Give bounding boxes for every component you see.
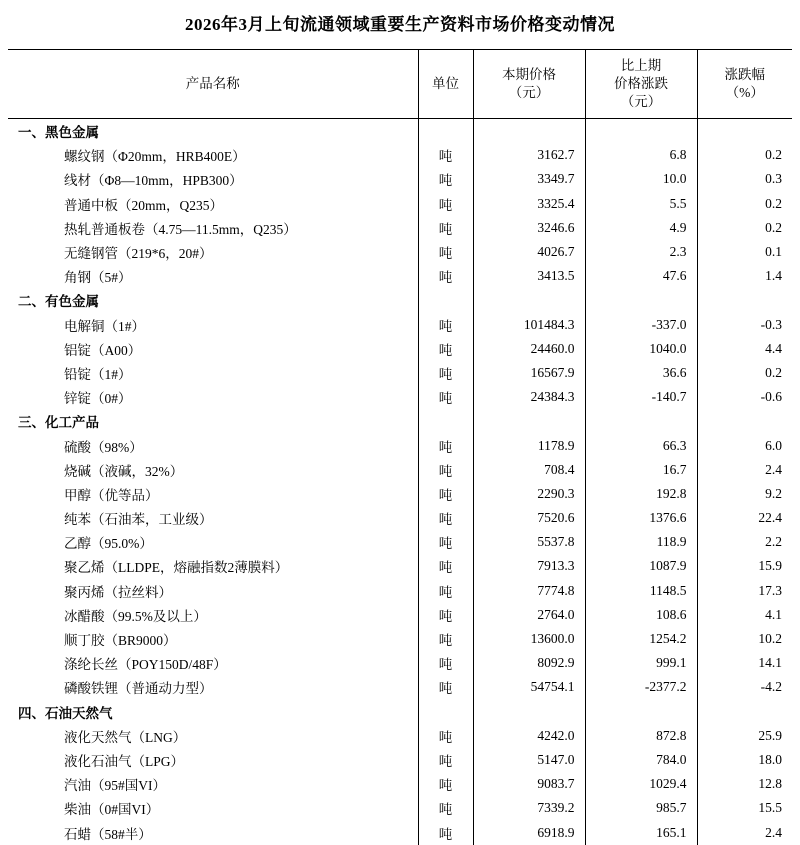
row-name-text: 线材（Φ8—10mm，HPB300）	[64, 173, 243, 189]
row-name-text: 四、石油天然气	[18, 705, 113, 721]
product-name	[8, 143, 418, 167]
row-current-price	[473, 409, 585, 433]
table-row	[8, 192, 792, 216]
table-row	[8, 216, 792, 240]
row-unit	[418, 119, 473, 144]
row-name-text: 二、有色金属	[18, 294, 99, 310]
row-change-rate: -0.6	[697, 385, 792, 409]
table-row	[8, 748, 792, 772]
product-name	[8, 675, 418, 699]
column-header-name: 产品名称	[8, 50, 418, 119]
row-name-text: 甲醇（优等品）	[64, 487, 159, 503]
row-name-text: 螺纹钢（Φ20mm，HRB400E）	[64, 149, 246, 165]
row-name-text: 电解铜（1#）	[64, 318, 145, 334]
table-row	[8, 651, 792, 675]
row-price-change	[585, 409, 697, 433]
row-current-price: 5147.0	[473, 748, 585, 772]
row-unit: 吨	[418, 433, 473, 457]
row-unit: 吨	[418, 603, 473, 627]
row-current-price: 3162.7	[473, 143, 585, 167]
product-name	[8, 264, 418, 288]
table-row	[8, 579, 792, 603]
row-change-rate: 0.3	[697, 167, 792, 191]
row-name-text: 冰醋酸（99.5%及以上）	[64, 608, 207, 624]
column-header-change-rate	[697, 50, 792, 119]
row-name-text: 柴油（0#国VI）	[64, 802, 160, 818]
product-name	[8, 820, 418, 844]
table-row	[8, 627, 792, 651]
row-unit: 吨	[418, 724, 473, 748]
row-name-text: 磷酸铁锂（普通动力型）	[64, 681, 213, 697]
column-header-price-change	[585, 50, 697, 119]
row-name-text: 汽油（95#国VI）	[64, 778, 166, 794]
column-header-change-rate-line2: （%）	[725, 85, 764, 100]
row-price-change: 47.6	[585, 264, 697, 288]
row-change-rate: 0.1	[697, 240, 792, 264]
category-label	[8, 119, 418, 144]
row-current-price: 2290.3	[473, 482, 585, 506]
table-row	[8, 506, 792, 530]
row-current-price: 6918.9	[473, 820, 585, 844]
table-category-row	[8, 119, 792, 144]
product-name	[8, 651, 418, 675]
product-name	[8, 603, 418, 627]
product-name	[8, 433, 418, 457]
row-unit: 吨	[418, 820, 473, 844]
row-change-rate	[697, 409, 792, 433]
row-current-price: 7520.6	[473, 506, 585, 530]
row-name-text: 顺丁胶（BR9000）	[64, 633, 177, 649]
row-current-price	[473, 119, 585, 144]
row-unit: 吨	[418, 651, 473, 675]
row-unit: 吨	[418, 627, 473, 651]
row-name-text: 三、化工产品	[18, 415, 99, 431]
row-unit	[418, 700, 473, 724]
product-name	[8, 361, 418, 385]
row-price-change: 118.9	[585, 530, 697, 554]
table-row	[8, 675, 792, 699]
row-price-change: 872.8	[585, 724, 697, 748]
column-header-change-rate-line1: 涨跌幅	[724, 66, 765, 82]
row-price-change: 66.3	[585, 433, 697, 457]
row-change-rate: 14.1	[697, 651, 792, 675]
category-label	[8, 700, 418, 724]
row-name-text: 纯苯（石油苯，工业级）	[64, 512, 213, 528]
row-price-change	[585, 119, 697, 144]
column-header-current-price-line2: （元）	[508, 85, 550, 100]
row-name-text: 铝锭（A00）	[64, 342, 142, 358]
row-unit: 吨	[418, 458, 473, 482]
row-change-rate	[697, 700, 792, 724]
product-name	[8, 772, 418, 796]
row-name-text: 乙醇（95.0%）	[64, 536, 153, 552]
row-name-text: 液化天然气（LNG）	[64, 729, 187, 745]
row-unit: 吨	[418, 748, 473, 772]
column-header-current-price-line1: 本期价格	[502, 66, 556, 82]
row-price-change: 1376.6	[585, 506, 697, 530]
row-current-price: 7913.3	[473, 554, 585, 578]
row-change-rate	[697, 288, 792, 312]
row-unit: 吨	[418, 143, 473, 167]
table-row	[8, 313, 792, 337]
row-price-change: 985.7	[585, 796, 697, 820]
row-unit	[418, 409, 473, 433]
product-name	[8, 240, 418, 264]
row-unit: 吨	[418, 385, 473, 409]
row-price-change: -337.0	[585, 313, 697, 337]
row-name-text: 聚丙烯（拉丝料）	[64, 584, 172, 600]
row-price-change: 1148.5	[585, 579, 697, 603]
row-change-rate: 17.3	[697, 579, 792, 603]
row-name-text: 锌锭（0#）	[64, 391, 132, 407]
row-name-text: 硫酸（98%）	[64, 439, 143, 455]
column-header-unit: 单位	[418, 50, 473, 119]
row-current-price: 13600.0	[473, 627, 585, 651]
column-header-current-price	[473, 50, 585, 119]
table-category-row	[8, 700, 792, 724]
row-price-change: 2.3	[585, 240, 697, 264]
table-row	[8, 772, 792, 796]
row-name-text: 角钢（5#）	[64, 270, 132, 286]
table-row	[8, 603, 792, 627]
table-category-row	[8, 409, 792, 433]
row-change-rate: 2.4	[697, 820, 792, 844]
row-price-change: 784.0	[585, 748, 697, 772]
row-change-rate: 4.4	[697, 337, 792, 361]
row-change-rate: 0.2	[697, 143, 792, 167]
row-change-rate: 0.2	[697, 192, 792, 216]
product-name	[8, 724, 418, 748]
row-change-rate: 10.2	[697, 627, 792, 651]
row-current-price: 3246.6	[473, 216, 585, 240]
row-change-rate: 15.9	[697, 554, 792, 578]
table-row	[8, 554, 792, 578]
row-price-change: 1040.0	[585, 337, 697, 361]
row-price-change: 1087.9	[585, 554, 697, 578]
row-price-change: 192.8	[585, 482, 697, 506]
row-current-price: 16567.9	[473, 361, 585, 385]
product-name	[8, 627, 418, 651]
row-unit: 吨	[418, 361, 473, 385]
row-price-change: 5.5	[585, 192, 697, 216]
row-change-rate: 0.2	[697, 361, 792, 385]
row-change-rate: -0.3	[697, 313, 792, 337]
row-change-rate: 4.1	[697, 603, 792, 627]
row-unit: 吨	[418, 796, 473, 820]
row-change-rate: 6.0	[697, 433, 792, 457]
row-unit: 吨	[418, 579, 473, 603]
product-name	[8, 579, 418, 603]
row-unit: 吨	[418, 675, 473, 699]
row-current-price	[473, 288, 585, 312]
row-price-change: 1029.4	[585, 772, 697, 796]
table-category-row	[8, 288, 792, 312]
row-current-price: 24460.0	[473, 337, 585, 361]
row-current-price: 9083.7	[473, 772, 585, 796]
row-name-text: 热轧普通板卷（4.75—11.5mm，Q235）	[64, 221, 297, 237]
column-header-price-change-line3: （元）	[620, 94, 662, 110]
row-current-price: 7339.2	[473, 796, 585, 820]
row-current-price: 5537.8	[473, 530, 585, 554]
row-unit: 吨	[418, 313, 473, 337]
row-name-text: 聚乙烯（LLDPE，熔融指数2薄膜料）	[64, 560, 289, 576]
column-header-price-change-line1: 比上期	[620, 57, 662, 73]
row-current-price: 3325.4	[473, 192, 585, 216]
row-current-price: 101484.3	[473, 313, 585, 337]
product-name	[8, 216, 418, 240]
product-name	[8, 748, 418, 772]
table-row	[8, 264, 792, 288]
row-unit: 吨	[418, 264, 473, 288]
row-current-price: 8092.9	[473, 651, 585, 675]
row-change-rate: 9.2	[697, 482, 792, 506]
row-current-price: 54754.1	[473, 675, 585, 699]
row-price-change: 16.7	[585, 458, 697, 482]
row-unit: 吨	[418, 506, 473, 530]
table-row	[8, 530, 792, 554]
row-name-text: 一、黑色金属	[18, 125, 99, 141]
product-name	[8, 506, 418, 530]
table-row	[8, 361, 792, 385]
row-name-text: 烧碱（液碱，32%）	[64, 463, 184, 479]
row-unit	[418, 288, 473, 312]
column-header-price-change-line2: 价格涨跌	[614, 75, 668, 91]
row-change-rate	[697, 119, 792, 144]
row-price-change: 10.0	[585, 167, 697, 191]
row-change-rate: 2.4	[697, 458, 792, 482]
table-row	[8, 143, 792, 167]
row-unit: 吨	[418, 167, 473, 191]
row-current-price: 3413.5	[473, 264, 585, 288]
table-row	[8, 482, 792, 506]
row-price-change: 108.6	[585, 603, 697, 627]
category-label	[8, 288, 418, 312]
row-current-price: 24384.3	[473, 385, 585, 409]
product-name	[8, 337, 418, 361]
row-price-change: 165.1	[585, 820, 697, 844]
table-row	[8, 240, 792, 264]
row-price-change: -2377.2	[585, 675, 697, 699]
row-unit: 吨	[418, 530, 473, 554]
row-current-price: 4026.7	[473, 240, 585, 264]
row-unit: 吨	[418, 192, 473, 216]
row-change-rate: -4.2	[697, 675, 792, 699]
table-row	[8, 337, 792, 361]
row-change-rate: 18.0	[697, 748, 792, 772]
product-name	[8, 385, 418, 409]
row-price-change: 36.6	[585, 361, 697, 385]
row-unit: 吨	[418, 240, 473, 264]
table-row	[8, 167, 792, 191]
row-unit: 吨	[418, 216, 473, 240]
row-current-price: 1178.9	[473, 433, 585, 457]
row-price-change: 6.8	[585, 143, 697, 167]
row-change-rate: 15.5	[697, 796, 792, 820]
page-title: 2026年3月上旬流通领域重要生产资料市场价格变动情况	[185, 15, 615, 34]
row-change-rate: 12.8	[697, 772, 792, 796]
row-price-change	[585, 288, 697, 312]
product-name	[8, 192, 418, 216]
product-name	[8, 167, 418, 191]
price-table	[8, 49, 792, 845]
row-change-rate: 0.2	[697, 216, 792, 240]
row-current-price	[473, 700, 585, 724]
table-row	[8, 458, 792, 482]
row-price-change	[585, 700, 697, 724]
row-unit: 吨	[418, 554, 473, 578]
row-change-rate: 25.9	[697, 724, 792, 748]
row-name-text: 铅锭（1#）	[64, 366, 132, 382]
row-price-change: 1254.2	[585, 627, 697, 651]
row-change-rate: 1.4	[697, 264, 792, 288]
row-current-price: 3349.7	[473, 167, 585, 191]
table-header	[8, 50, 792, 119]
table-row	[8, 796, 792, 820]
row-change-rate: 2.2	[697, 530, 792, 554]
table-row	[8, 433, 792, 457]
table-row	[8, 820, 792, 844]
product-name	[8, 530, 418, 554]
product-name	[8, 482, 418, 506]
table-body	[8, 119, 792, 845]
category-label	[8, 409, 418, 433]
row-name-text: 液化石油气（LPG）	[64, 753, 185, 769]
table-row	[8, 724, 792, 748]
row-current-price: 7774.8	[473, 579, 585, 603]
row-change-rate: 22.4	[697, 506, 792, 530]
row-price-change: -140.7	[585, 385, 697, 409]
row-name-text: 石蜡（58#半）	[64, 826, 152, 842]
row-price-change: 4.9	[585, 216, 697, 240]
row-current-price: 2764.0	[473, 603, 585, 627]
row-name-text: 涤纶长丝（POY150D/48F）	[64, 657, 227, 673]
row-name-text: 无缝钢管（219*6，20#）	[64, 246, 213, 262]
row-unit: 吨	[418, 337, 473, 361]
product-name	[8, 554, 418, 578]
row-unit: 吨	[418, 482, 473, 506]
row-current-price: 708.4	[473, 458, 585, 482]
product-name	[8, 458, 418, 482]
row-unit: 吨	[418, 772, 473, 796]
table-row	[8, 385, 792, 409]
row-current-price: 4242.0	[473, 724, 585, 748]
product-name	[8, 313, 418, 337]
row-name-text: 普通中板（20mm，Q235）	[64, 197, 224, 213]
row-price-change: 999.1	[585, 651, 697, 675]
product-name	[8, 796, 418, 820]
